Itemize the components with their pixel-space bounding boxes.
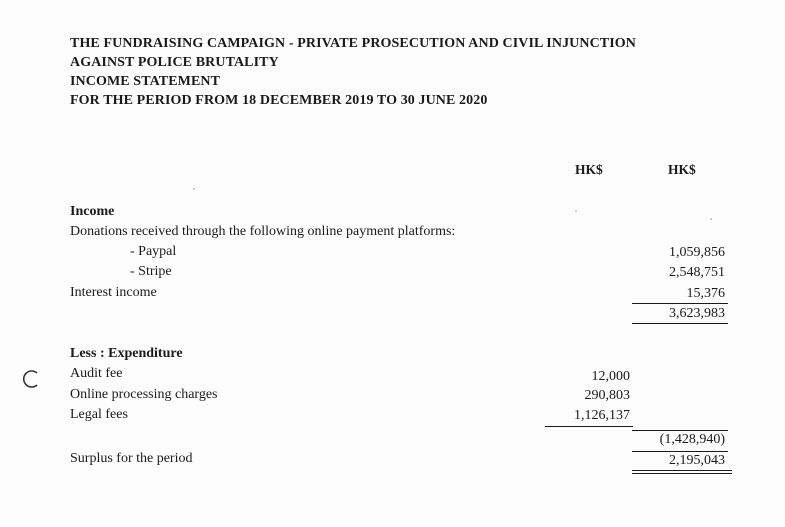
surplus-top-rule <box>632 451 728 452</box>
expenditure-heading: Less : Expenditure <box>70 346 183 361</box>
header-title-line-2: AGAINST POLICE BRUTALITY <box>70 55 279 70</box>
header-statement-type: INCOME STATEMENT <box>70 74 221 89</box>
paypal-label: - Paypal <box>130 244 177 259</box>
statement-header <box>70 34 760 110</box>
scan-speck <box>193 188 195 190</box>
donations-label: Donations received through the following online payment platforms: <box>70 224 456 239</box>
legal-fees-label: Legal fees <box>70 407 128 422</box>
header-period: FOR THE PERIOD FROM 18 DECEMBER 2019 TO 30 JUNE 2020 <box>70 93 488 108</box>
column-header-1: HK$ <box>575 162 603 177</box>
audit-fee-label: Audit fee <box>70 366 123 381</box>
paypal-value: 1,059,856 <box>669 245 725 260</box>
open-circle-icon <box>22 369 42 389</box>
online-processing-value: 290,803 <box>584 388 630 403</box>
interest-income-label: Interest income <box>70 285 157 300</box>
expenditure-total-value: (1,428,940) <box>659 432 725 447</box>
income-subtotal-rule <box>632 303 728 304</box>
stripe-label: - Stripe <box>130 264 172 279</box>
scan-speck <box>710 218 712 220</box>
income-total-rule <box>632 323 728 324</box>
online-processing-label: Online processing charges <box>70 387 218 402</box>
surplus-label: Surplus for the period <box>70 451 193 466</box>
expenditure-total-top-rule <box>632 430 728 431</box>
legal-fees-value: 1,126,137 <box>574 408 630 423</box>
income-heading: Income <box>70 204 115 219</box>
surplus-double-rule-2 <box>632 473 732 474</box>
column-header-2: HK$ <box>668 162 696 177</box>
audit-fee-value: 12,000 <box>591 369 630 384</box>
income-total-value: 3,623,983 <box>669 306 725 321</box>
stripe-value: 2,548,751 <box>669 265 725 280</box>
scan-speck <box>575 210 577 212</box>
interest-income-value: 15,376 <box>686 286 725 301</box>
surplus-double-rule-1 <box>632 470 732 471</box>
surplus-value: 2,195,043 <box>669 453 725 468</box>
header-title-line-1: THE FUNDRAISING CAMPAIGN - PRIVATE PROSECUTION AND CIVIL INJUNCTION <box>70 36 636 51</box>
expenditure-subtotal-rule <box>545 426 633 427</box>
